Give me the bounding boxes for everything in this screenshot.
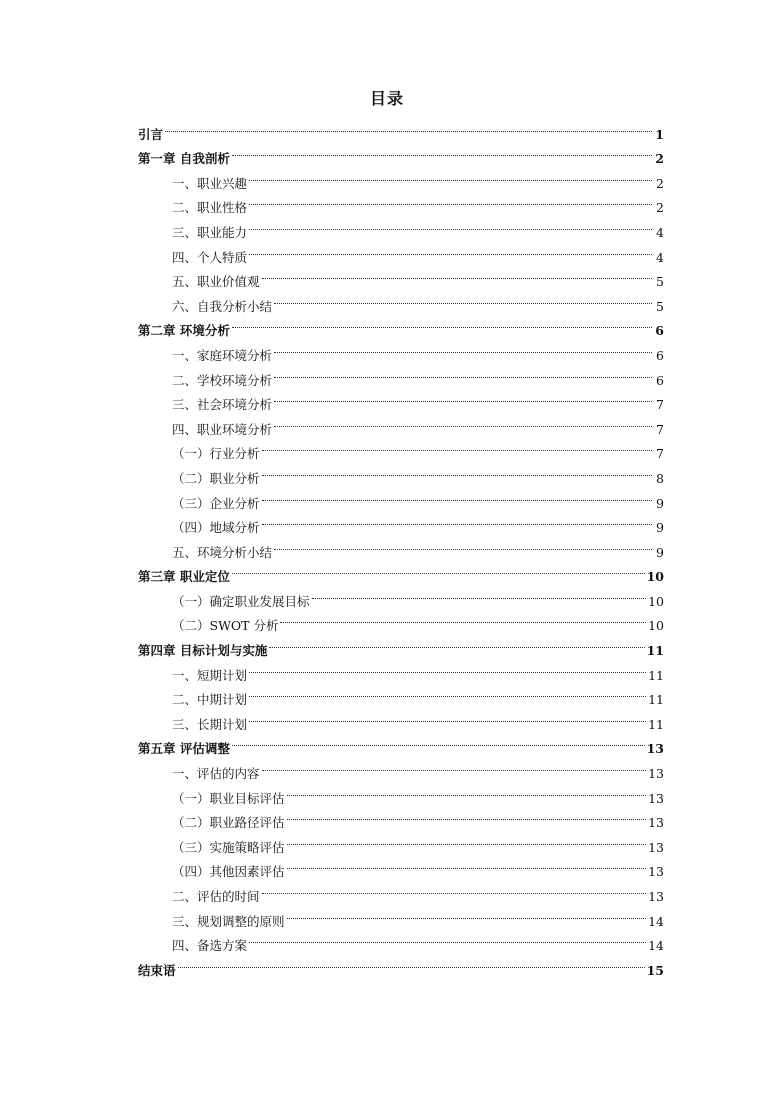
dot-leader (249, 212, 652, 237)
toc-entry-page: 13 (648, 815, 664, 831)
toc-entry-title: （三）实施策略评估 (172, 839, 285, 855)
dot-leader (232, 729, 645, 754)
toc-entry-title: 五、环境分析小结 (172, 544, 273, 560)
toc-entry-page: 11 (648, 716, 664, 732)
toc-entry-page: 14 (648, 938, 664, 954)
toc-entry-title: 一、家庭环境分析 (172, 347, 273, 363)
dot-leader (249, 926, 646, 951)
toc-entry-page: 10 (648, 618, 664, 634)
toc-entry-title: （四）其他因素评估 (172, 864, 285, 880)
toc-entry-page: 9 (656, 495, 664, 511)
dot-leader (312, 581, 647, 606)
toc-entry-title: 引言 (138, 126, 164, 142)
toc-entry-title: 一、职业兴趣 (172, 175, 248, 191)
toc-entry-page: 7 (656, 421, 664, 437)
dot-leader (269, 630, 644, 655)
toc-entry-page: 8 (656, 470, 664, 486)
dot-leader (274, 286, 652, 311)
toc-entry-page: 13 (648, 889, 664, 904)
dot-leader (274, 335, 652, 360)
toc-entry-page: 5 (656, 298, 664, 314)
toc-entry-title: （一）职业目标评估 (172, 790, 285, 806)
toc-entry-title: （四）地域分析 (172, 520, 260, 536)
dot-leader (249, 237, 652, 262)
dot-leader (262, 483, 652, 508)
toc-entry-title: 三、社会环境分析 (172, 397, 273, 413)
dot-leader (287, 901, 647, 926)
toc-entry-title: 第四章 目标计划与实施 (138, 643, 268, 659)
toc-entry-title: （三）企业分析 (172, 495, 260, 511)
toc-entry-title: 四、备选方案 (172, 938, 248, 954)
toc-entry-title: （二）职业路径评估 (172, 815, 285, 831)
dot-leader (262, 753, 647, 778)
toc-entry-title: （二）职业分析 (172, 470, 260, 486)
dot-leader (274, 409, 652, 434)
toc-entry-title: 结束语 (138, 962, 176, 978)
toc-entry[interactable] (138, 114, 664, 142)
dot-leader (274, 385, 652, 410)
toc-entry-title: 第五章 评估调整 (138, 741, 230, 757)
toc-entry-title: 三、规划调整的原则 (172, 913, 285, 929)
toc-entry-title: 第三章 职业定位 (138, 569, 230, 585)
dot-leader (249, 188, 652, 213)
dot-leader (287, 803, 647, 828)
toc-entry-title: 四、职业环境分析 (172, 421, 273, 437)
toc-entry-page: 13 (648, 864, 664, 880)
toc-entry[interactable] (138, 139, 664, 167)
toc-entry-title: 二、职业性格 (172, 200, 248, 216)
toc-entry-page: 9 (656, 544, 664, 560)
toc-entry-page: 1 (655, 126, 664, 142)
toc-entry-title: 三、职业能力 (172, 224, 248, 240)
dot-leader (232, 139, 652, 164)
toc-entry-page: 6 (656, 347, 664, 363)
dot-leader (262, 876, 647, 901)
toc-entry-page: 11 (648, 692, 664, 708)
toc-entry-title: 第一章 自我剖析 (138, 151, 230, 167)
toc-entry-page: 6 (655, 323, 664, 339)
toc-entry-title: （一）行业分析 (172, 446, 260, 462)
toc-entry-page: 2 (656, 200, 664, 216)
toc-entry-page: 11 (646, 643, 664, 659)
toc-entry-title: 三、长期计划 (172, 716, 248, 732)
toc-entry-page: 14 (648, 913, 664, 929)
dot-leader (165, 114, 652, 139)
dot-leader (262, 458, 652, 483)
dot-leader (262, 508, 652, 533)
toc-entry-page: 13 (648, 790, 664, 806)
dot-leader (262, 434, 652, 459)
dot-leader (249, 704, 646, 729)
dot-leader (249, 655, 646, 680)
toc-entry-title: 一、短期计划 (172, 667, 248, 683)
toc-entry-title: （一）确定职业发展目标 (172, 593, 310, 609)
toc-entry-page: 5 (656, 274, 664, 290)
toc-entry[interactable] (138, 950, 664, 978)
dot-leader (274, 360, 652, 385)
toc-entry-title: 第二章 环境分析 (138, 323, 230, 339)
toc-entry-page: 11 (648, 667, 664, 683)
toc-entry-page: 4 (656, 249, 664, 265)
dot-leader (262, 262, 652, 287)
toc-entry-title: 二、中期计划 (172, 692, 248, 708)
toc-entry-page: 7 (656, 446, 664, 462)
toc-entry-page: 10 (646, 569, 664, 585)
toc-entry-title: 一、评估的内容 (172, 766, 260, 782)
toc-entry-page: 4 (656, 224, 664, 240)
toc-entry-title: （二）SWOT 分析 (172, 618, 279, 634)
toc-entry-title: 六、自我分析小结 (172, 298, 273, 314)
dot-leader (232, 557, 645, 582)
toc-entry-page: 13 (648, 839, 664, 855)
dot-leader (287, 827, 647, 852)
dot-leader (232, 311, 652, 336)
toc-entry-page: 7 (656, 397, 664, 413)
toc-entry-page: 6 (656, 372, 664, 388)
dot-leader (280, 606, 646, 631)
toc-entry-page: 15 (646, 962, 664, 978)
table-of-contents (138, 114, 664, 978)
toc-entry-title: 二、学校环境分析 (172, 372, 273, 388)
dot-leader (274, 532, 652, 557)
toc-entry-page: 13 (646, 741, 664, 757)
dot-leader (287, 852, 647, 877)
toc-entry-page: 2 (656, 175, 664, 191)
toc-title: 目录 (369, 89, 404, 108)
toc-entry-page: 9 (656, 520, 664, 536)
dot-leader (249, 163, 652, 188)
dot-leader (249, 680, 646, 705)
toc-entry-page: 10 (648, 593, 664, 609)
toc-entry-title: 五、职业价值观 (172, 274, 260, 290)
dot-leader (178, 950, 645, 975)
toc-entry-title: 二、评估的时间 (172, 889, 260, 904)
toc-entry-page: 2 (655, 151, 664, 167)
dot-leader (287, 778, 647, 803)
toc-entry-title: 四、个人特质 (172, 249, 248, 265)
toc-entry-page: 13 (648, 766, 664, 782)
